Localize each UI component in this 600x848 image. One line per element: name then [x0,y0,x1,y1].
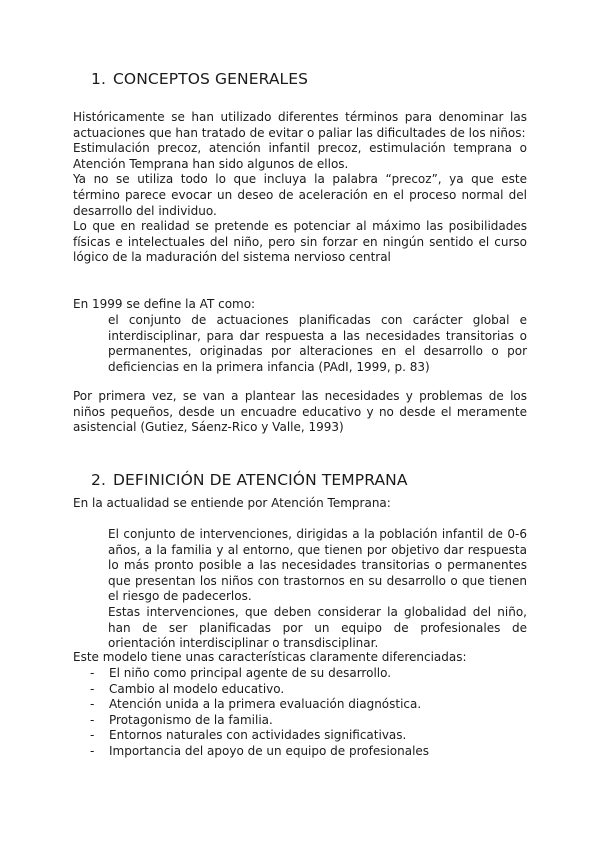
section-1-closing [73,389,527,436]
definition-intro [73,297,527,313]
paragraph: Lo que en realidad se pretende es potenciar al máximo las posibilidades físicas e intelectuales del niño, pero sin forzar en ningún sentido el curso lógico de la maduración del sistema nervioso central [73,219,527,265]
paragraph: Históricamente se han utilizado diferentes términos para denominar las actuaciones que han tratado de evitar o paliar las dificultades de los niños: [73,110,527,140]
list-item-text: El niño como principal agente de su desarrollo. [109,666,392,680]
definition-quote-text: el conjunto de actuaciones planificadas con carácter global e interdisciplinar, para dar respuesta a las necesidades transitorias o permanentes, originadas por alteraciones en el desarrollo o por deficiencias en la primera infancia (PAdI, 1999, p. 83) [108,313,527,374]
list-item [73,682,533,698]
list-item-text: Entornos naturales con actividades significativas. [109,728,407,743]
paragraph: Ya no se utiliza todo lo que incluya la palabra “precoz”, ya que este término parece evocar un deseo de aceleración en el proceso normal del desarrollo del individuo. [73,172,527,218]
closing-paragraph: Por primera vez, se van a plantear las necesidades y problemas de los niños pequeños, desde un encuadre educativo y no desde el meramente asistencial (Gutiez, Sáenz-Rico y Valle, 1993) [73,389,527,435]
bullet-dash: - [90,666,95,680]
bullet-dash: - [90,681,95,696]
section-2-number: 2. [91,471,106,489]
bullet-dash: - [90,728,95,743]
list-item-text: Protagonismo de la familia. [109,712,273,727]
section-1-title: CONCEPTOS GENERALES [113,70,309,88]
list-item [73,697,533,713]
bullet-dash: - [90,712,95,727]
definition-quote [108,313,527,375]
section-2-title: DEFINICIÓN DE ATENCIÓN TEMPRANA [113,471,408,489]
section-1-body [73,110,527,266]
section-2-heading [91,471,408,489]
definition-intro-text: En 1999 se define la AT como: [73,297,256,311]
section-1-number: 1. [91,70,106,88]
list-item-text: Cambio al modelo educativo. [109,681,285,696]
list-item [73,744,533,760]
paragraph: Estimulación precoz, atención infantil precoz, estimulación temprana o Atención Temprana han sido algunos de ellos. [73,141,527,171]
quote-paragraph: El conjunto de intervenciones, dirigidas a la población infantil de 0-6 años, a la familia y al entorno, que tienen por objetivo dar respuesta lo más pronto posible a las necesidades transitorias o permanentes que presentan los niños con trastornos en su desarrollo o que tienen el riesgo de padecerlos. [108,527,527,604]
section-1-heading [91,70,308,88]
model-intro [73,650,527,666]
bullet-dash: - [90,697,95,712]
section-2-quote [108,527,527,652]
list-item [73,728,533,744]
bullet-dash: - [90,743,95,758]
list-item [73,713,533,729]
list-item-text: Atención unida a la primera evaluación diagnóstica. [109,697,422,712]
list-item [73,666,533,682]
section-2-intro [73,496,527,512]
list-item-text: Importancia del apoyo de un equipo de profesionales [109,743,430,758]
model-intro-text: Este modelo tiene unas características claramente diferenciadas: [73,650,467,664]
characteristics-list [73,666,533,760]
quote-paragraph: Estas intervenciones, que deben considerar la globalidad del niño, han de ser planificadas por un equipo de profesionales de orientación interdisciplinar o transdisciplinar. [108,604,527,651]
section-2-intro-text: En la actualidad se entiende por Atención Temprana: [73,496,391,510]
